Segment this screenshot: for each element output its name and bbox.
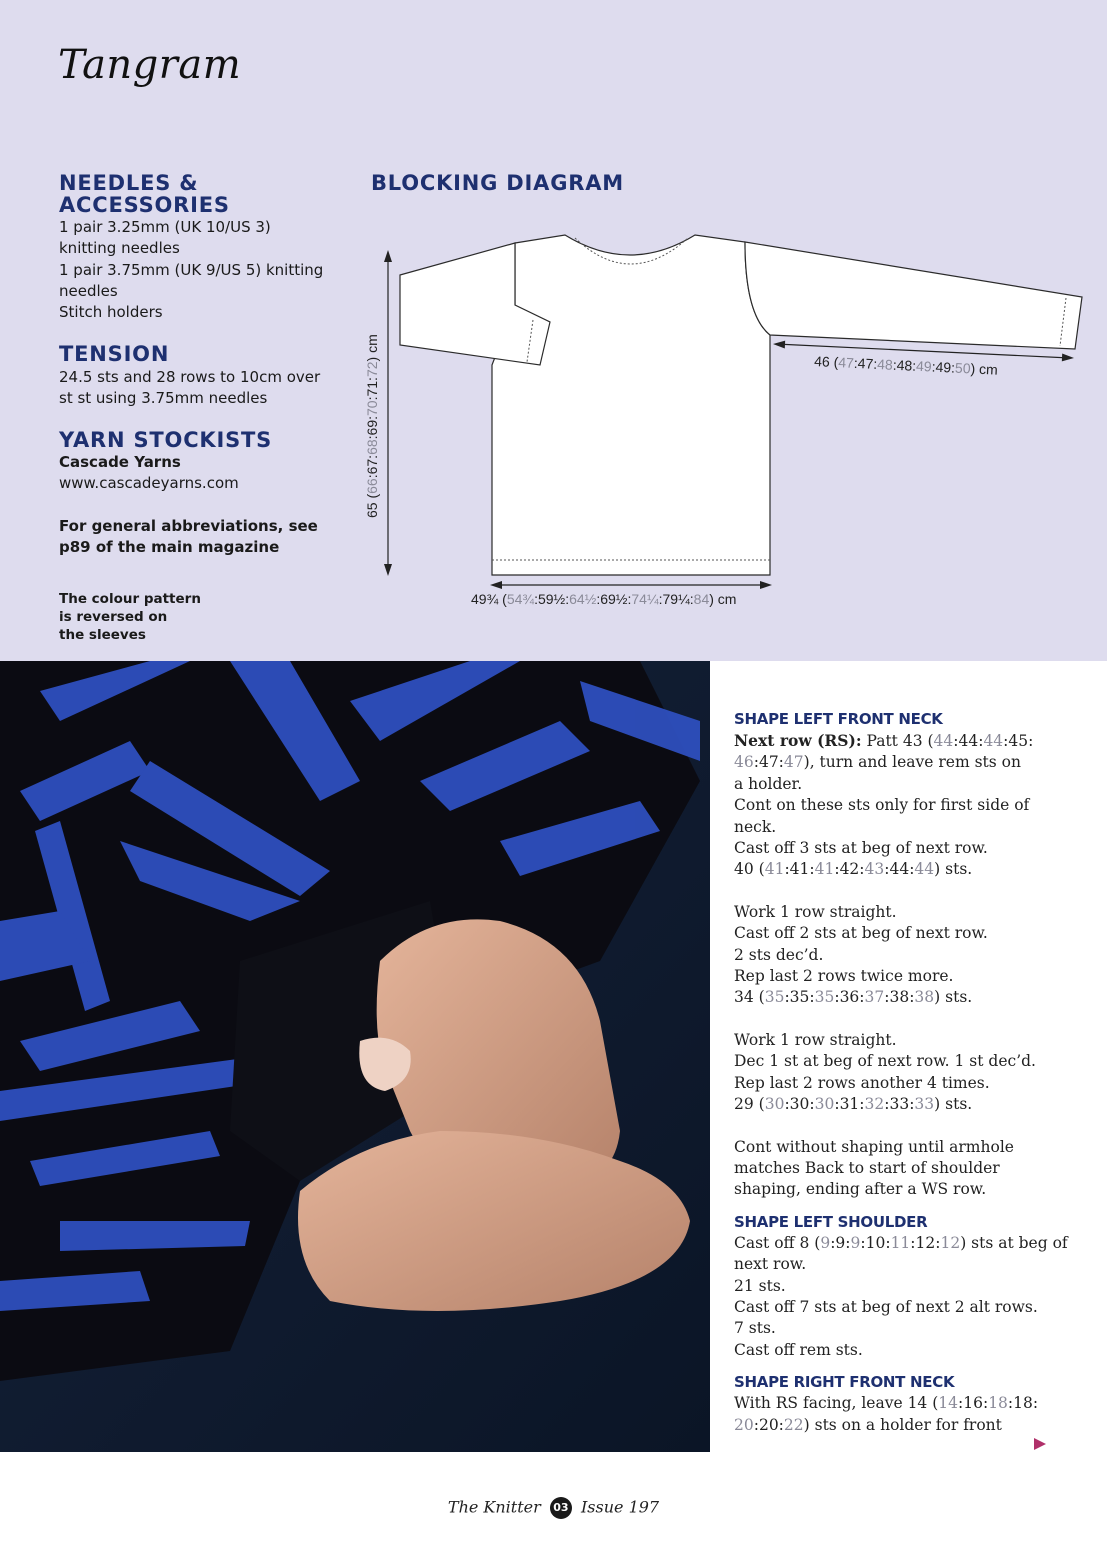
instruction-line: 46:47:47), turn and leave rem sts on [734, 753, 1021, 772]
colour-note-line: is reversed on [59, 609, 168, 625]
page-number-badge: 03 [550, 1497, 572, 1519]
instruction-line: Rep last 2 rows twice more. [734, 967, 954, 986]
footer-magazine: The Knitter [447, 1497, 541, 1517]
sweater-photo [0, 661, 710, 1452]
instruction-line: 7 sts. [734, 1319, 776, 1338]
instruction-line: Cast off 2 sts at beg of next row. [734, 924, 988, 943]
instruction-line: Cast off 3 sts at beg of next row. [734, 839, 988, 858]
sleeve-arrow-head [1062, 353, 1074, 362]
left-shoulder-heading: SHAPE LEFT SHOULDER [734, 1212, 928, 1231]
instruction-line: Cast off rem sts. [734, 1340, 863, 1359]
sleeve-arrow-head [773, 340, 785, 349]
length-arrow-head [384, 564, 392, 576]
colour-note [59, 590, 201, 644]
needles-line: Stitch holders [59, 303, 163, 322]
instruction-line: shaping, ending after a WS row. [734, 1180, 987, 1199]
photo-illustration [0, 661, 710, 1452]
width-arrow-head [490, 581, 502, 589]
instruction-line: 20:20:22) sts on a holder for front [734, 1415, 1002, 1434]
instruction-line: Next row (RS): Patt 43 (44:44:44:45: [734, 731, 1034, 750]
instruction-line: Cast off 7 sts at beg of next 2 alt rows. [734, 1297, 1038, 1316]
tension-line: st st using 3.75mm needles [59, 389, 268, 408]
instruction-line: Cont without shaping until armhole [734, 1137, 1014, 1156]
instruction-line: 2 sts dec’d. [734, 945, 824, 964]
yarn-heading: YARN STOCKISTS [59, 428, 273, 452]
continue-arrow-icon[interactable] [1034, 1438, 1046, 1450]
width-arrow-head [760, 581, 772, 589]
sleeve-label: 46 (47:47:48:48:49:49:50) cm [813, 353, 999, 378]
yarn-company: Cascade Yarns [59, 453, 181, 471]
needles-line: needles [59, 281, 118, 300]
tension-heading: TENSION [59, 342, 170, 366]
instruction-line: Cast off 8 (9:9:9:10:11:12:12) sts at beg of [734, 1233, 1068, 1252]
instruction-line: Cont on these sts only for first side of [734, 796, 1030, 815]
abbrev-line: For general abbreviations, see [59, 517, 318, 535]
instruction-line: 40 (41:41:41:42:43:44:44) sts. [734, 860, 973, 879]
instructions-column [734, 708, 1074, 1436]
needles-heading-line2: ACCESSORIES [59, 193, 230, 217]
instruction-line: neck. [734, 817, 777, 836]
needles-heading [59, 172, 230, 216]
instruction-line: 34 (35:35:35:36:37:38:38) sts. [734, 988, 973, 1007]
sweater-body [492, 235, 770, 575]
needles-line: 1 pair 3.25mm (UK 10/US 3) [59, 218, 271, 236]
instruction-line: 29 (30:30:30:31:32:33:33) sts. [734, 1095, 973, 1114]
needles-list [59, 217, 323, 323]
length-label: 65 (66:67:68:69:70:71:72) cm [364, 334, 380, 518]
instruction-line: With RS facing, leave 14 (14:16:18:18: [734, 1394, 1039, 1413]
page-footer [0, 1497, 1107, 1519]
blocking-diagram [355, 220, 1090, 620]
yarn-text [59, 452, 239, 495]
colour-note-line: The colour pattern [59, 591, 201, 607]
tension-text [59, 367, 320, 410]
instruction-line: 21 sts. [734, 1276, 786, 1295]
instruction-line: Work 1 row straight. [734, 902, 897, 921]
colour-note-line: the sleeves [59, 627, 146, 643]
diagram-heading: BLOCKING DIAGRAM [371, 171, 624, 195]
needles-line: knitting needles [59, 239, 180, 258]
instruction-line: Dec 1 st at beg of next row. 1 st dec’d. [734, 1052, 1036, 1071]
page-title: Tangram [58, 42, 242, 88]
footer-issue: Issue 197 [580, 1497, 660, 1517]
left-front-neck-heading: SHAPE LEFT FRONT NECK [734, 710, 943, 728]
instruction-line: next row. [734, 1255, 807, 1274]
next-row-label: Next row (RS): [734, 731, 862, 750]
needles-line: 1 pair 3.75mm (UK 9/US 5) knitting [59, 260, 324, 279]
instruction-line: Work 1 row straight. [734, 1030, 897, 1049]
needles-heading-line1: NEEDLES & [59, 171, 199, 195]
tension-line: 24.5 sts and 28 rows to 10cm over [59, 368, 321, 386]
yarn-website-link[interactable]: www.cascadeyarns.com [59, 474, 239, 493]
abbrev-line: p89 of the main magazine [59, 538, 280, 557]
abbreviations-note [59, 516, 318, 559]
instruction-line: Rep last 2 rows another 4 times. [734, 1073, 990, 1092]
instruction-line: a holder. [734, 774, 803, 793]
right-sleeve [745, 242, 1082, 349]
length-arrow-head [384, 250, 392, 262]
width-label: 49¾ (54¾:59½:64½:69½:74¼:79¼:84) cm [471, 591, 737, 607]
instruction-line: matches Back to start of shoulder [734, 1158, 1000, 1177]
right-front-neck-heading: SHAPE RIGHT FRONT NECK [734, 1373, 955, 1392]
